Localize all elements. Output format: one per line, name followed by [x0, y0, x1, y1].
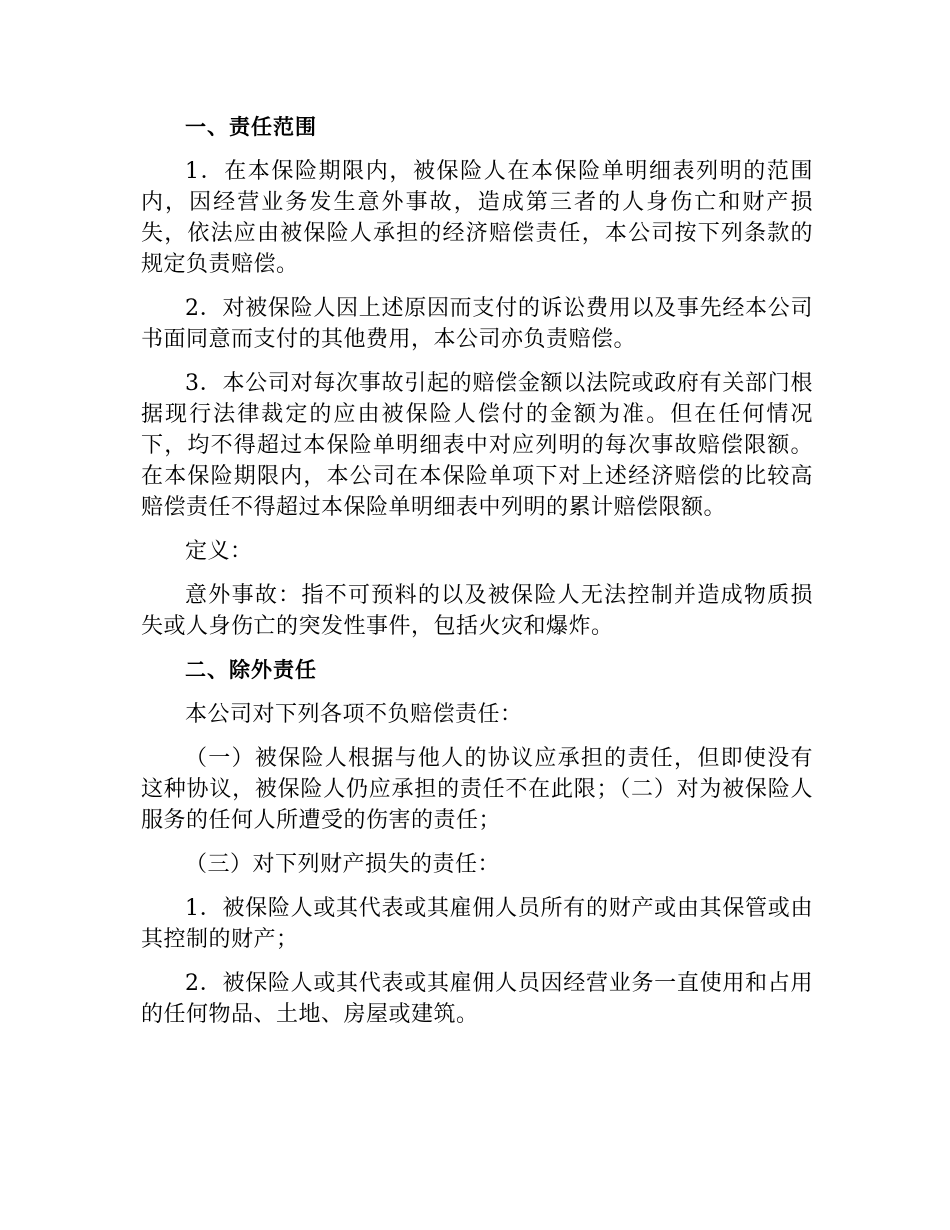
exclusion-item-1-2: （一）被保险人根据与他人的协议应承担的责任，但即使没有这种协议，被保险人仍应承担的责任不在此限；（二）对为被保险人服务的任何人所遭受的伤害的责任；	[141, 746, 813, 833]
exclusion-subitem-1: 1．被保险人或其代表或其雇佣人员所有的财产或由其保管或由其控制的财产；	[141, 896, 813, 952]
paragraph-scope-2: 2．对被保险人因上述原因而支付的诉讼费用以及事先经本公司书面同意而支付的其他费用，本公司亦负责赔偿。	[141, 296, 813, 352]
section-heading-exclusions: 二、除外责任	[185, 658, 317, 682]
exclusions-intro: 本公司对下列各项不负赔偿责任：	[185, 702, 523, 727]
document-page	[141, 112, 813, 1043]
paragraph-scope-1: 1．在本保险期限内，被保险人在本保险单明细表列明的范围内，因经营业务发生意外事故，造成第三者的人身伤亡和财产损失，依法应由被保险人承担的经济赔偿责任，本公司按下列条款的规定负责赔偿。	[141, 159, 813, 277]
definition-accident: 意外事故：指不可预料的以及被保险人无法控制并造成物质损失或人身伤亡的突发性事件，包括火灾和爆炸。	[141, 583, 813, 639]
exclusion-item-3: （三）对下列财产损失的责任：	[185, 852, 501, 877]
paragraph-scope-3: 3．本公司对每次事故引起的赔偿金额以法院或政府有关部门根据现行法律裁定的应由被保险人偿付的金额为准。但在任何情况下，均不得超过本保险单明细表中对应列明的每次事故赔偿限额。在本保险期限内，本公司在本保险单项下对上述经济赔偿的比较高赔偿责任不得超过本保险单明细表中列明的累计赔偿限额。	[141, 371, 813, 520]
exclusion-subitem-2: 2．被保险人或其代表或其雇佣人员因经营业务一直使用和占用的任何物品、土地、房屋或建筑。	[141, 971, 813, 1027]
definition-label: 定义：	[185, 539, 253, 564]
section-heading-liability-scope: 一、责任范围	[185, 115, 317, 139]
